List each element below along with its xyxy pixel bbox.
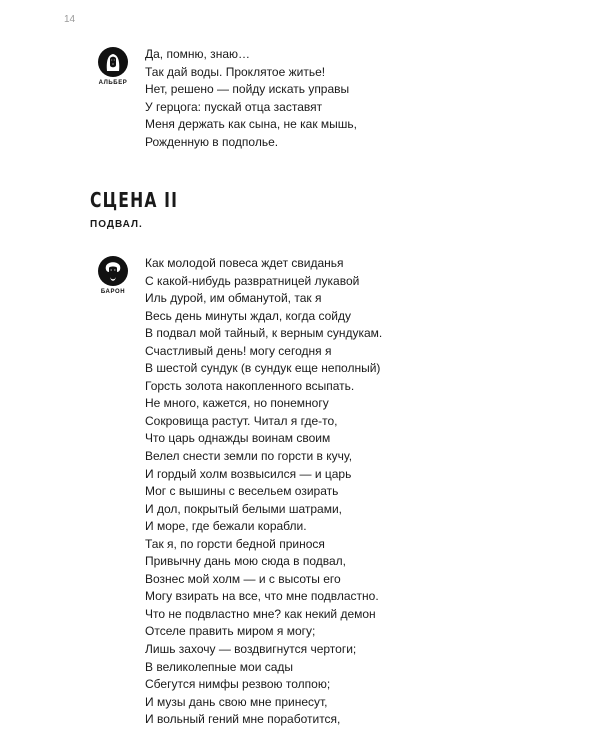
albert-portrait-icon [98, 47, 128, 77]
verse-line: Да, помню, знаю… [145, 47, 250, 61]
verse-line: Меня держать как сына, не как мышь, [145, 117, 357, 132]
verse-line: Рожденную в подполье. [145, 134, 279, 149]
verse-line: Так дай воды. Проклятое житье! [145, 64, 326, 79]
page-number: 14 [64, 14, 76, 25]
verse-line: Вознес мой холм — и с высоты его [145, 571, 341, 586]
verse-line: Отселе править миром я могу; [145, 624, 316, 639]
verse-line: В великолепные мои сады [145, 659, 294, 674]
verse-line: Что не подвластно мне? как некий демон [145, 606, 376, 621]
verse-line: Как молодой повеса ждет свиданья [145, 256, 344, 270]
verse-line: И музы дань свою мне принесут, [145, 694, 328, 709]
verse-line: Счастливый день! могу сегодня я [145, 343, 332, 358]
verse-line: Сокровища растут. Читал я где-то, [145, 413, 338, 428]
verse-line: Так я, по горсти бедной принося [145, 536, 325, 551]
speaker-name: АЛЬБЕР [98, 80, 128, 86]
verse-line: Велел снести земли по горсти в кучу, [145, 449, 353, 464]
verse-line: Горсть золота накопленного всыпать. [145, 378, 355, 393]
verse-line: Не много, кажется, но понемногу [145, 396, 329, 411]
verse-line: Нет, решено — пойду искать управы [145, 82, 350, 97]
verse-line: Сбегутся нимфы резвою толпою; [145, 677, 331, 692]
verse-block-baron [145, 255, 382, 729]
verse-line: В шестой сундук (в сундук еще неполный) [145, 361, 381, 376]
speaker-baron [93, 256, 133, 295]
verse-line: Что царь однажды воинам своим [145, 431, 331, 446]
verse-line: Лишь захочу — воздвигнутся чертоги; [145, 642, 357, 657]
speaker-name: БАРОН [100, 289, 126, 295]
verse-line: И море, где бежали корабли. [145, 519, 307, 534]
verse-line: И вольный гений мне поработится, [145, 712, 341, 727]
speaker-albert [93, 47, 133, 86]
verse-line: И дол, покрытый белыми шатрами, [145, 501, 343, 516]
verse-line: В подвал мой тайный, к верным сундукам. [145, 326, 383, 341]
verse-line: Мог с вышины с весельем озирать [145, 484, 339, 499]
verse-line: Привычну дань мою сюда в подвал, [145, 554, 346, 569]
verse-line: У герцога: пускай отца заставят [145, 99, 323, 114]
verse-line: Иль дурой, им обманутой, так я [145, 291, 322, 306]
verse-line: С какой-нибудь развратницей лукавой [145, 273, 360, 288]
scene-place: ПОДВАЛ. [90, 219, 143, 230]
baron-portrait-icon [98, 256, 128, 286]
verse-line: Весь день минуты ждал, когда сойду [145, 308, 351, 323]
verse-block-albert [145, 46, 357, 151]
scene-title: СЦЕНА II [90, 188, 179, 212]
verse-line: И гордый холм возвысился — и царь [145, 466, 352, 481]
verse-line: Могу взирать на все, что мне подвластно. [145, 589, 379, 604]
